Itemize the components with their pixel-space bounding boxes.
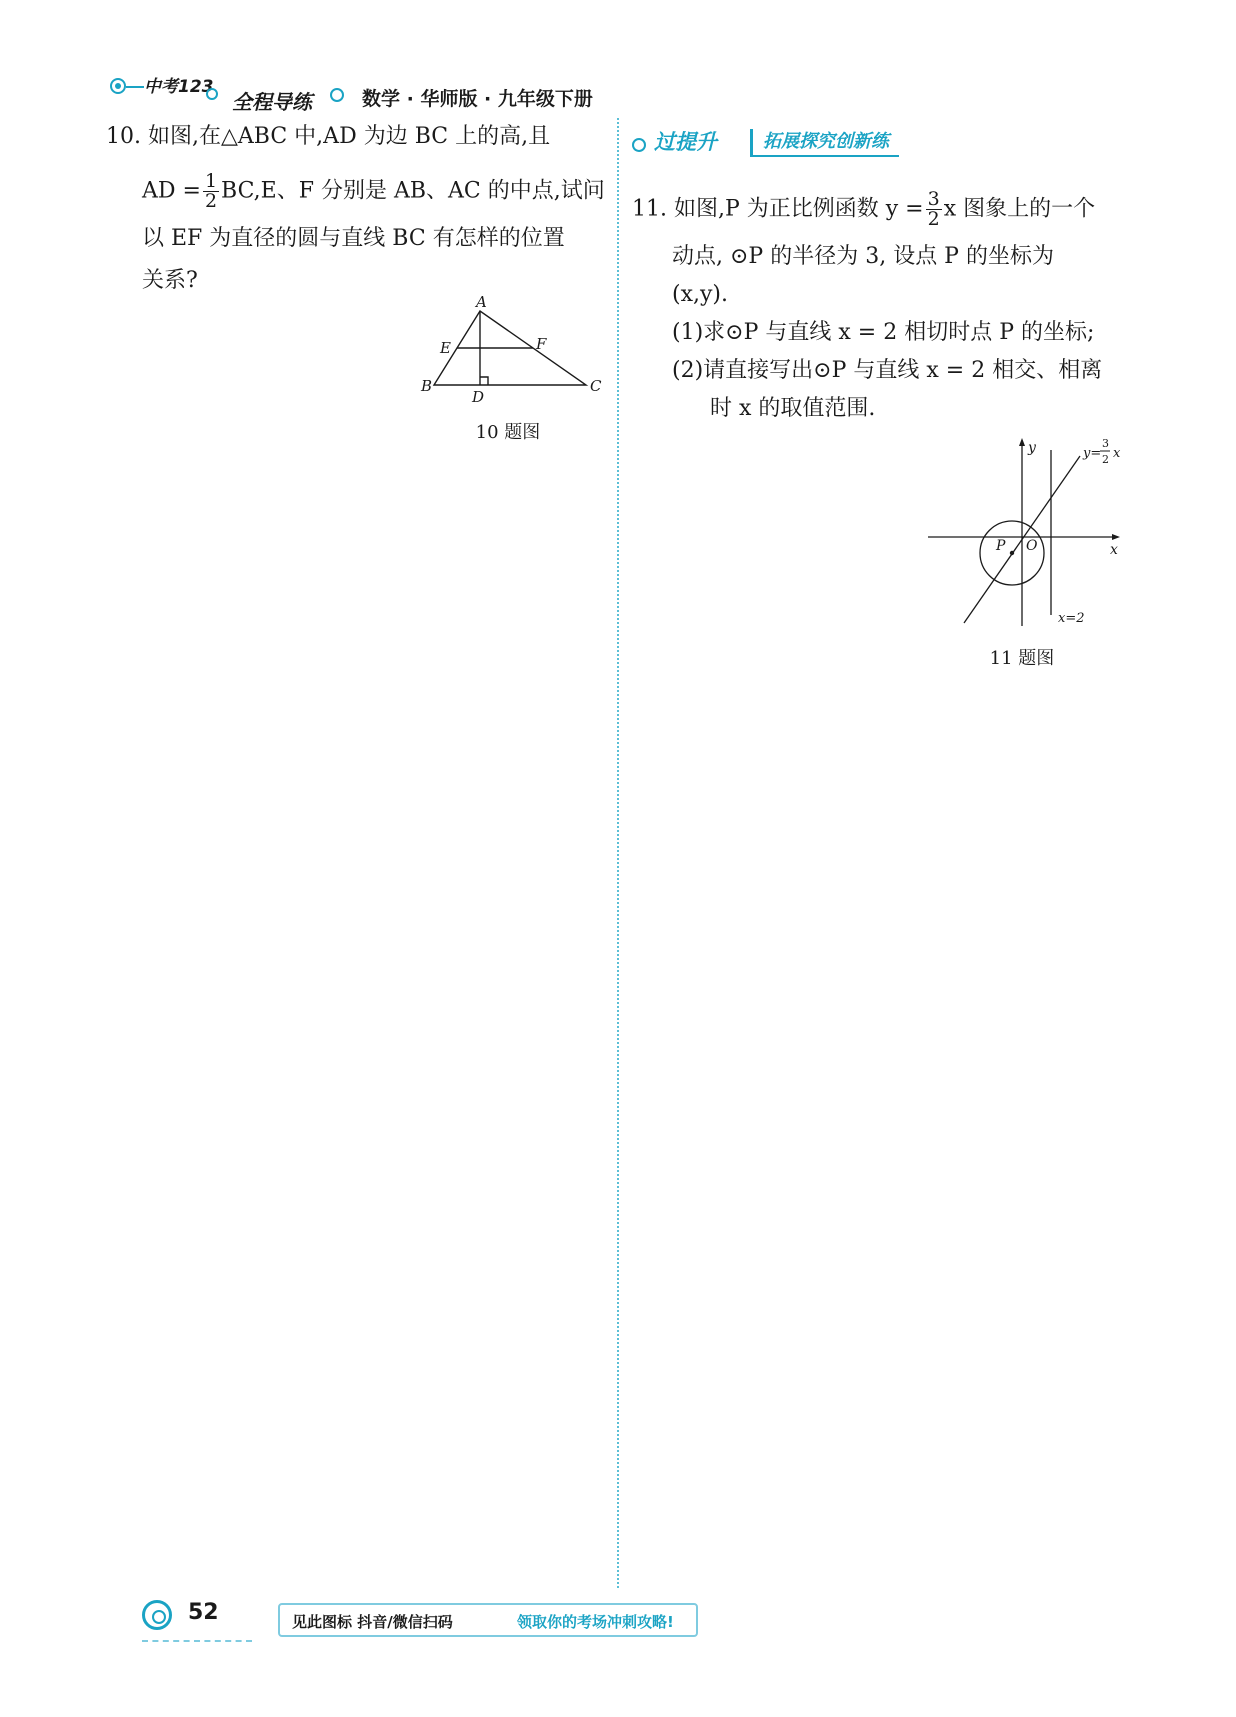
section-subtitle: 拓展探究创新练 — [750, 129, 899, 157]
section-title: 过提升 — [654, 130, 717, 154]
problem11-frac-num: 3 — [927, 188, 940, 210]
problem11-fraction — [926, 190, 942, 229]
problem10-line2-pre: AD = — [142, 178, 201, 204]
point-p-label: P — [996, 538, 1006, 554]
triangle-figure — [410, 295, 610, 410]
brand-name: 中考123 — [144, 77, 214, 97]
problem10-line2-post: BC,E、F 分别是 AB、AC 的中点,试问 — [221, 178, 605, 204]
page-number: 52 — [188, 1600, 219, 1625]
brand-dot-icon — [110, 78, 126, 94]
right-angle-mark — [480, 377, 488, 385]
section-ring-icon — [632, 138, 646, 152]
problem10-frac-den: 2 — [204, 190, 218, 212]
label-e: E — [440, 339, 451, 357]
problem11-frac-den: 2 — [927, 208, 940, 230]
problem10-line3: 以 EF 为直径的圆与直线 BC 有怎样的位置 — [142, 226, 565, 251]
brand-ring-icon — [206, 88, 218, 100]
label-c: C — [590, 377, 602, 395]
promo-right-text: 领取你的考场冲刺攻略! — [517, 1613, 674, 1631]
problem10-fraction — [203, 172, 219, 211]
problem11-question1: (1)求⊙P 与直线 x = 2 相切时点 P 的坐标; — [672, 320, 1095, 345]
subject-title: 数学 · 华师版 · 九年级下册 — [362, 88, 593, 110]
problem10-line4: 关系? — [142, 268, 198, 293]
x-axis-label: x — [1110, 542, 1118, 558]
page-underline — [142, 1640, 252, 1642]
series-title: 全程导练 — [232, 90, 312, 114]
x-arrow-icon — [1112, 534, 1120, 540]
problem11-line1-post: x 图象上的一个 — [943, 196, 1096, 222]
column-divider — [617, 118, 619, 1588]
line-eq-num: 3 — [1102, 437, 1109, 450]
label-d: D — [472, 388, 485, 406]
figure10-caption: 10 题图 — [475, 422, 541, 443]
series-ring-icon — [330, 88, 344, 102]
vline-label: x=2 — [1058, 611, 1085, 626]
problem11-line2: 动点, ⊙P 的半径为 3, 设点 P 的坐标为 — [672, 244, 1054, 269]
label-a: A — [476, 295, 487, 311]
line-eq-pre: y= — [1083, 446, 1102, 461]
promo-left-text: 见此图标 抖音/微信扫码 — [292, 1613, 453, 1631]
page-header — [110, 72, 630, 112]
problem10-line2 — [142, 172, 605, 211]
line-eq-den: 2 — [1102, 453, 1109, 466]
brand-line — [126, 86, 144, 88]
problem11-line1-pre: 11. 如图,P 为正比例函数 y = — [632, 196, 924, 222]
page-ring-icon — [142, 1600, 172, 1630]
origin-label: O — [1026, 538, 1038, 554]
center-point-p — [1010, 551, 1014, 555]
problem11-question2b: 时 x 的取值范围. — [710, 396, 876, 421]
problem10-line1: 10. 如图,在△ABC 中,AD 为边 BC 上的高,且 — [106, 124, 551, 149]
problem11-line3: (x,y). — [672, 282, 728, 307]
line-eq-post: x — [1113, 446, 1121, 461]
section-banner — [632, 126, 932, 160]
promo-banner — [278, 1603, 698, 1637]
y-arrow-icon — [1019, 438, 1025, 446]
label-f: F — [536, 335, 547, 353]
problem11-question2a: (2)请直接写出⊙P 与直线 x = 2 相交、相离 — [672, 358, 1103, 383]
y-axis-label: y — [1028, 440, 1036, 456]
coordinate-figure — [920, 430, 1136, 635]
label-b: B — [421, 377, 433, 395]
problem10-frac-num: 1 — [204, 170, 218, 192]
problem11-line1 — [632, 190, 1095, 229]
figure11-caption: 11 题图 — [989, 648, 1055, 669]
